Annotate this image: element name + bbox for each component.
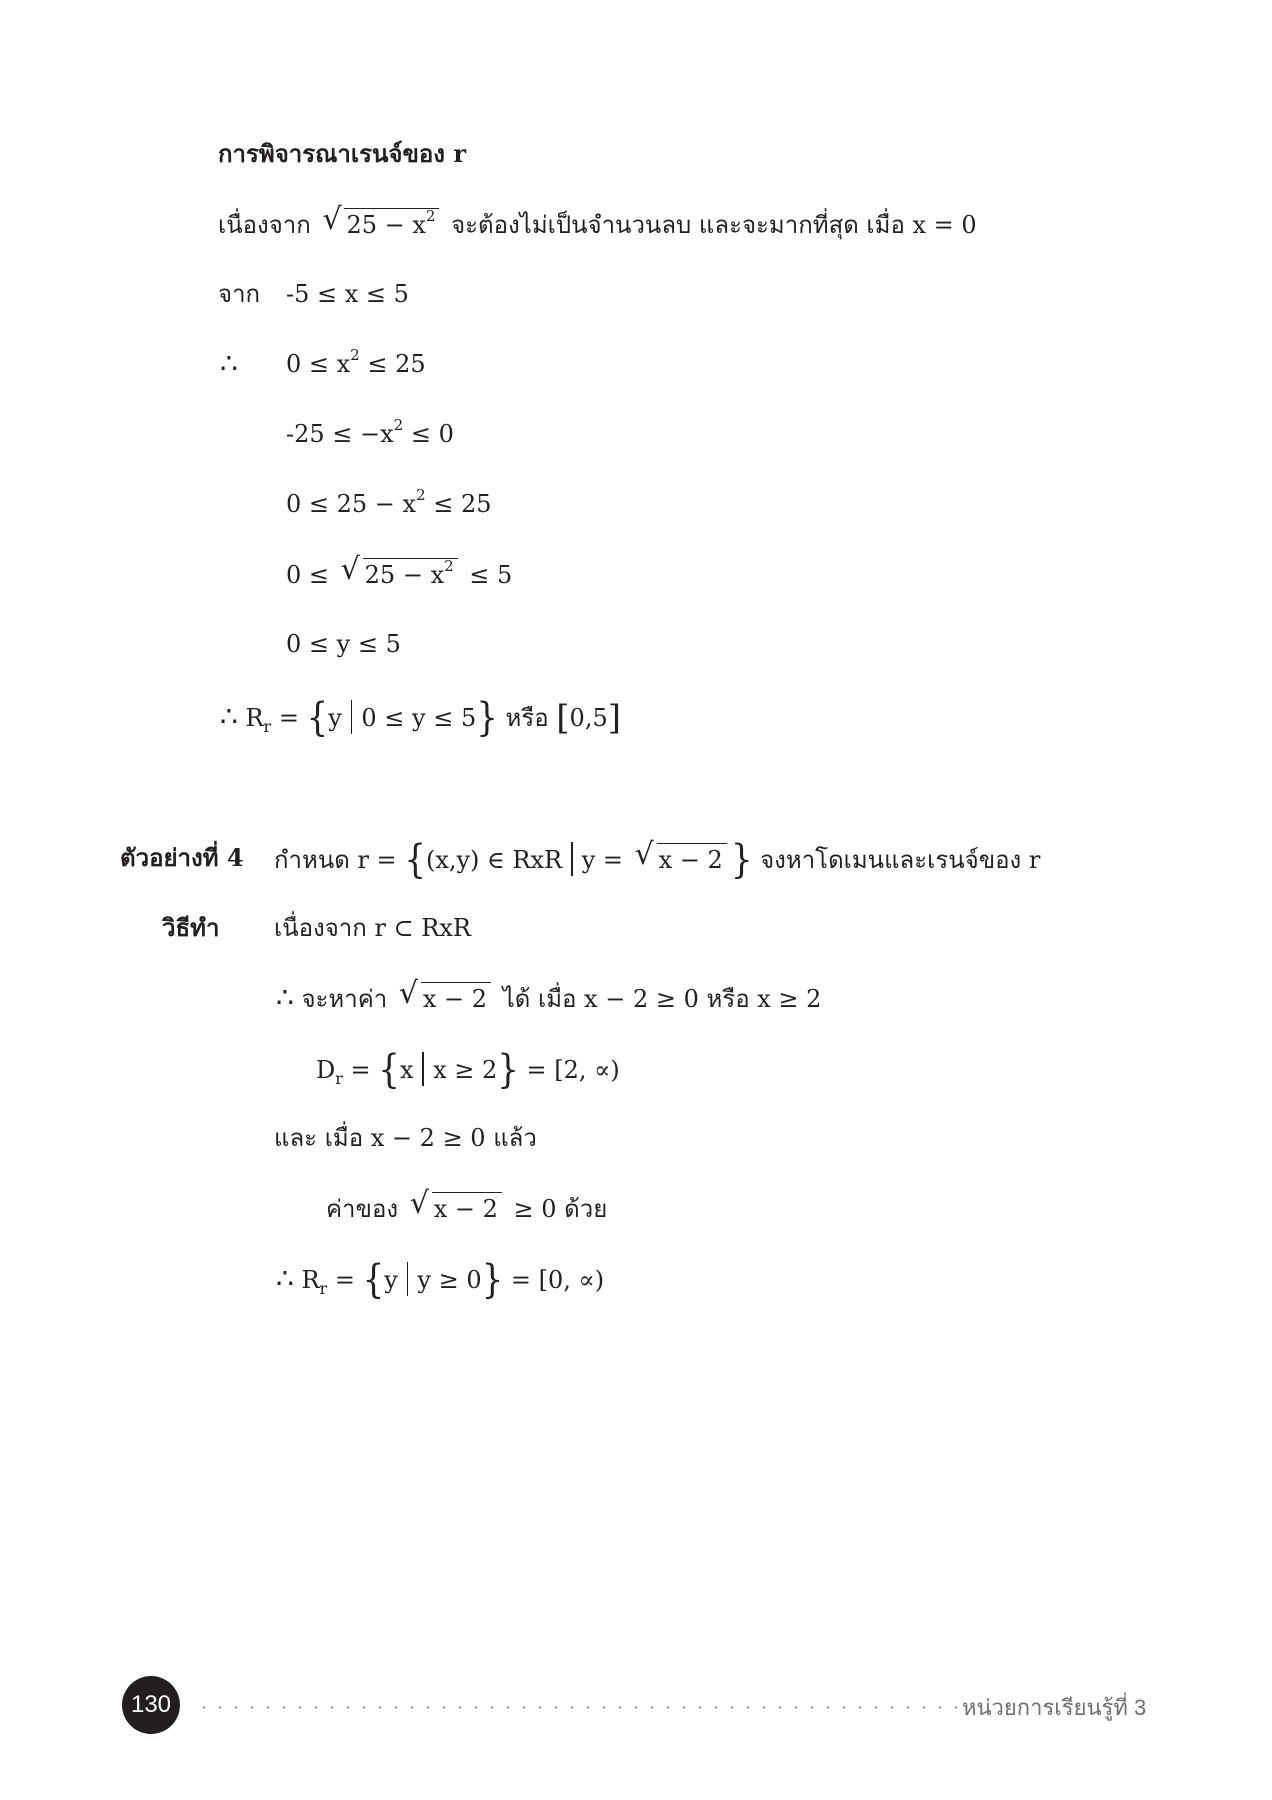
subscript: r: [263, 717, 272, 736]
step-1-left: 0 ≤ x: [286, 350, 351, 378]
solution-label: วิธีทำ: [162, 913, 220, 942]
set-bar: [351, 700, 353, 734]
therefore-symbol: ∴: [220, 700, 238, 733]
page-number-badge: 130: [122, 1676, 180, 1734]
sqrt-expression: [409, 1186, 502, 1225]
given-text: กำหนด r =: [274, 846, 397, 874]
domain-result: [316, 1047, 620, 1093]
sqrt-expression: [634, 837, 727, 876]
set-y: y =: [581, 846, 623, 874]
sqrt-content: 25 − x: [364, 561, 445, 589]
set-condition: 0 ≤ y ≤ 5: [361, 704, 477, 732]
set-bar: [407, 1262, 409, 1296]
set-variable: y: [384, 1266, 398, 1294]
sqrt-symbol: √: [409, 1186, 429, 1221]
step-4-left: 0 ≤: [286, 561, 330, 589]
therefore-symbol: ∴: [220, 347, 238, 380]
exponent: 2: [444, 557, 454, 575]
footer-dotted-leader: [196, 1706, 958, 1709]
range-result-2: [276, 1257, 605, 1303]
subscript: r: [335, 1069, 343, 1088]
sqrt-symbol: √: [398, 976, 419, 1011]
or-text: หรือ: [505, 704, 549, 732]
set-left: (x,y) ∈ RxR: [425, 846, 563, 874]
solution-line-4: [326, 1186, 608, 1225]
sqrt-symbol: √: [634, 837, 654, 872]
range-R: R: [301, 1266, 320, 1294]
left-brace: {: [362, 1257, 385, 1303]
sqrt-expression: [322, 202, 439, 241]
exponent: 2: [416, 486, 426, 504]
sqrt-content: x − 2: [421, 982, 491, 1015]
exponent: 2: [393, 416, 404, 434]
range-R: R: [245, 704, 264, 732]
step-3-right: ≤ 25: [433, 490, 492, 518]
step-4-right: ≤ 5: [469, 561, 513, 589]
set-variable: x: [399, 1056, 414, 1084]
right-brace: }: [730, 837, 753, 883]
example-statement: [274, 837, 1041, 883]
section-heading: การพิจารณาเรนจ์ของ r: [218, 139, 466, 168]
left-bracket: [: [556, 698, 570, 738]
step-4: [286, 552, 513, 591]
range-result: [220, 695, 621, 741]
from-label: จาก: [218, 280, 261, 308]
equals: =: [350, 1056, 371, 1084]
subscript: r: [319, 1279, 328, 1298]
sqrt-expression: [340, 552, 458, 591]
intro-text-before: เนื่องจาก: [218, 211, 311, 239]
set-condition: x ≥ 2: [433, 1056, 498, 1084]
step-1-right: ≤ 25: [367, 350, 426, 378]
set-variable: y: [328, 704, 342, 732]
solution-4-left: ค่าของ: [326, 1195, 399, 1223]
step-2-right: ≤ 0: [410, 420, 454, 448]
solution-line-3: และ เมื่อ x − 2 ≥ 0 แล้ว: [274, 1124, 537, 1152]
sqrt-expression: [398, 976, 491, 1015]
step-2: [286, 418, 454, 450]
step-2-left: -25 ≤ −x: [286, 420, 394, 448]
domain-D: D: [316, 1056, 336, 1084]
left-brace: {: [306, 695, 329, 741]
right-brace: }: [497, 1047, 519, 1093]
equals: =: [334, 1266, 355, 1294]
intro-text-after: จะต้องไม่เป็นจำนวนลบ และจะมากที่สุด เมื่อ x = 0: [451, 211, 977, 239]
set-condition: y ≥ 0: [417, 1266, 482, 1294]
left-brace: {: [404, 837, 426, 883]
question-text: จงหาโดเมนและเรนจ์ของ r: [760, 846, 1041, 874]
solution-4-right: ≥ 0 ด้วย: [513, 1195, 608, 1223]
set-bar: [422, 1052, 424, 1086]
step-1: [286, 348, 426, 380]
sqrt-symbol: √: [340, 552, 360, 587]
footer-unit-title: หน่วยการเรียนรู้ที่ 3: [962, 1695, 1147, 1720]
from-expression: -5 ≤ x ≤ 5: [286, 280, 409, 308]
exponent: 2: [350, 346, 360, 364]
right-bracket: ]: [607, 698, 621, 738]
example-label: ตัวอย่างที่ 4: [120, 843, 244, 872]
solution-line-2: [276, 976, 822, 1015]
sqrt-content: x − 2: [432, 1192, 502, 1225]
step-3-left: 0 ≤ 25 − x: [286, 490, 417, 518]
step-3: [286, 488, 492, 520]
left-brace: {: [378, 1047, 400, 1093]
therefore-symbol: ∴: [276, 1262, 294, 1295]
equals: =: [278, 704, 299, 732]
sqrt-content: x − 2: [657, 843, 727, 876]
exponent: 2: [425, 207, 436, 225]
domain-interval: = [2, ∝): [526, 1056, 620, 1084]
right-brace: }: [476, 695, 498, 741]
sqrt-content: 25 − x: [346, 211, 426, 239]
therefore-symbol: ∴: [276, 981, 294, 1014]
interval: 0,5: [569, 704, 608, 732]
set-bar: [571, 842, 573, 876]
step-5: 0 ≤ y ≤ 5: [286, 630, 401, 658]
solution-line-1: เนื่องจาก r ⊂ RxR: [274, 914, 471, 942]
solution-2-left: จะหาค่า: [301, 985, 388, 1013]
intro-line: [218, 202, 977, 241]
sqrt-symbol: √: [322, 202, 342, 237]
right-brace: }: [481, 1257, 504, 1303]
range-interval: = [0, ∝): [510, 1266, 605, 1294]
solution-2-right: ได้ เมื่อ x − 2 ≥ 0 หรือ x ≥ 2: [502, 985, 822, 1013]
